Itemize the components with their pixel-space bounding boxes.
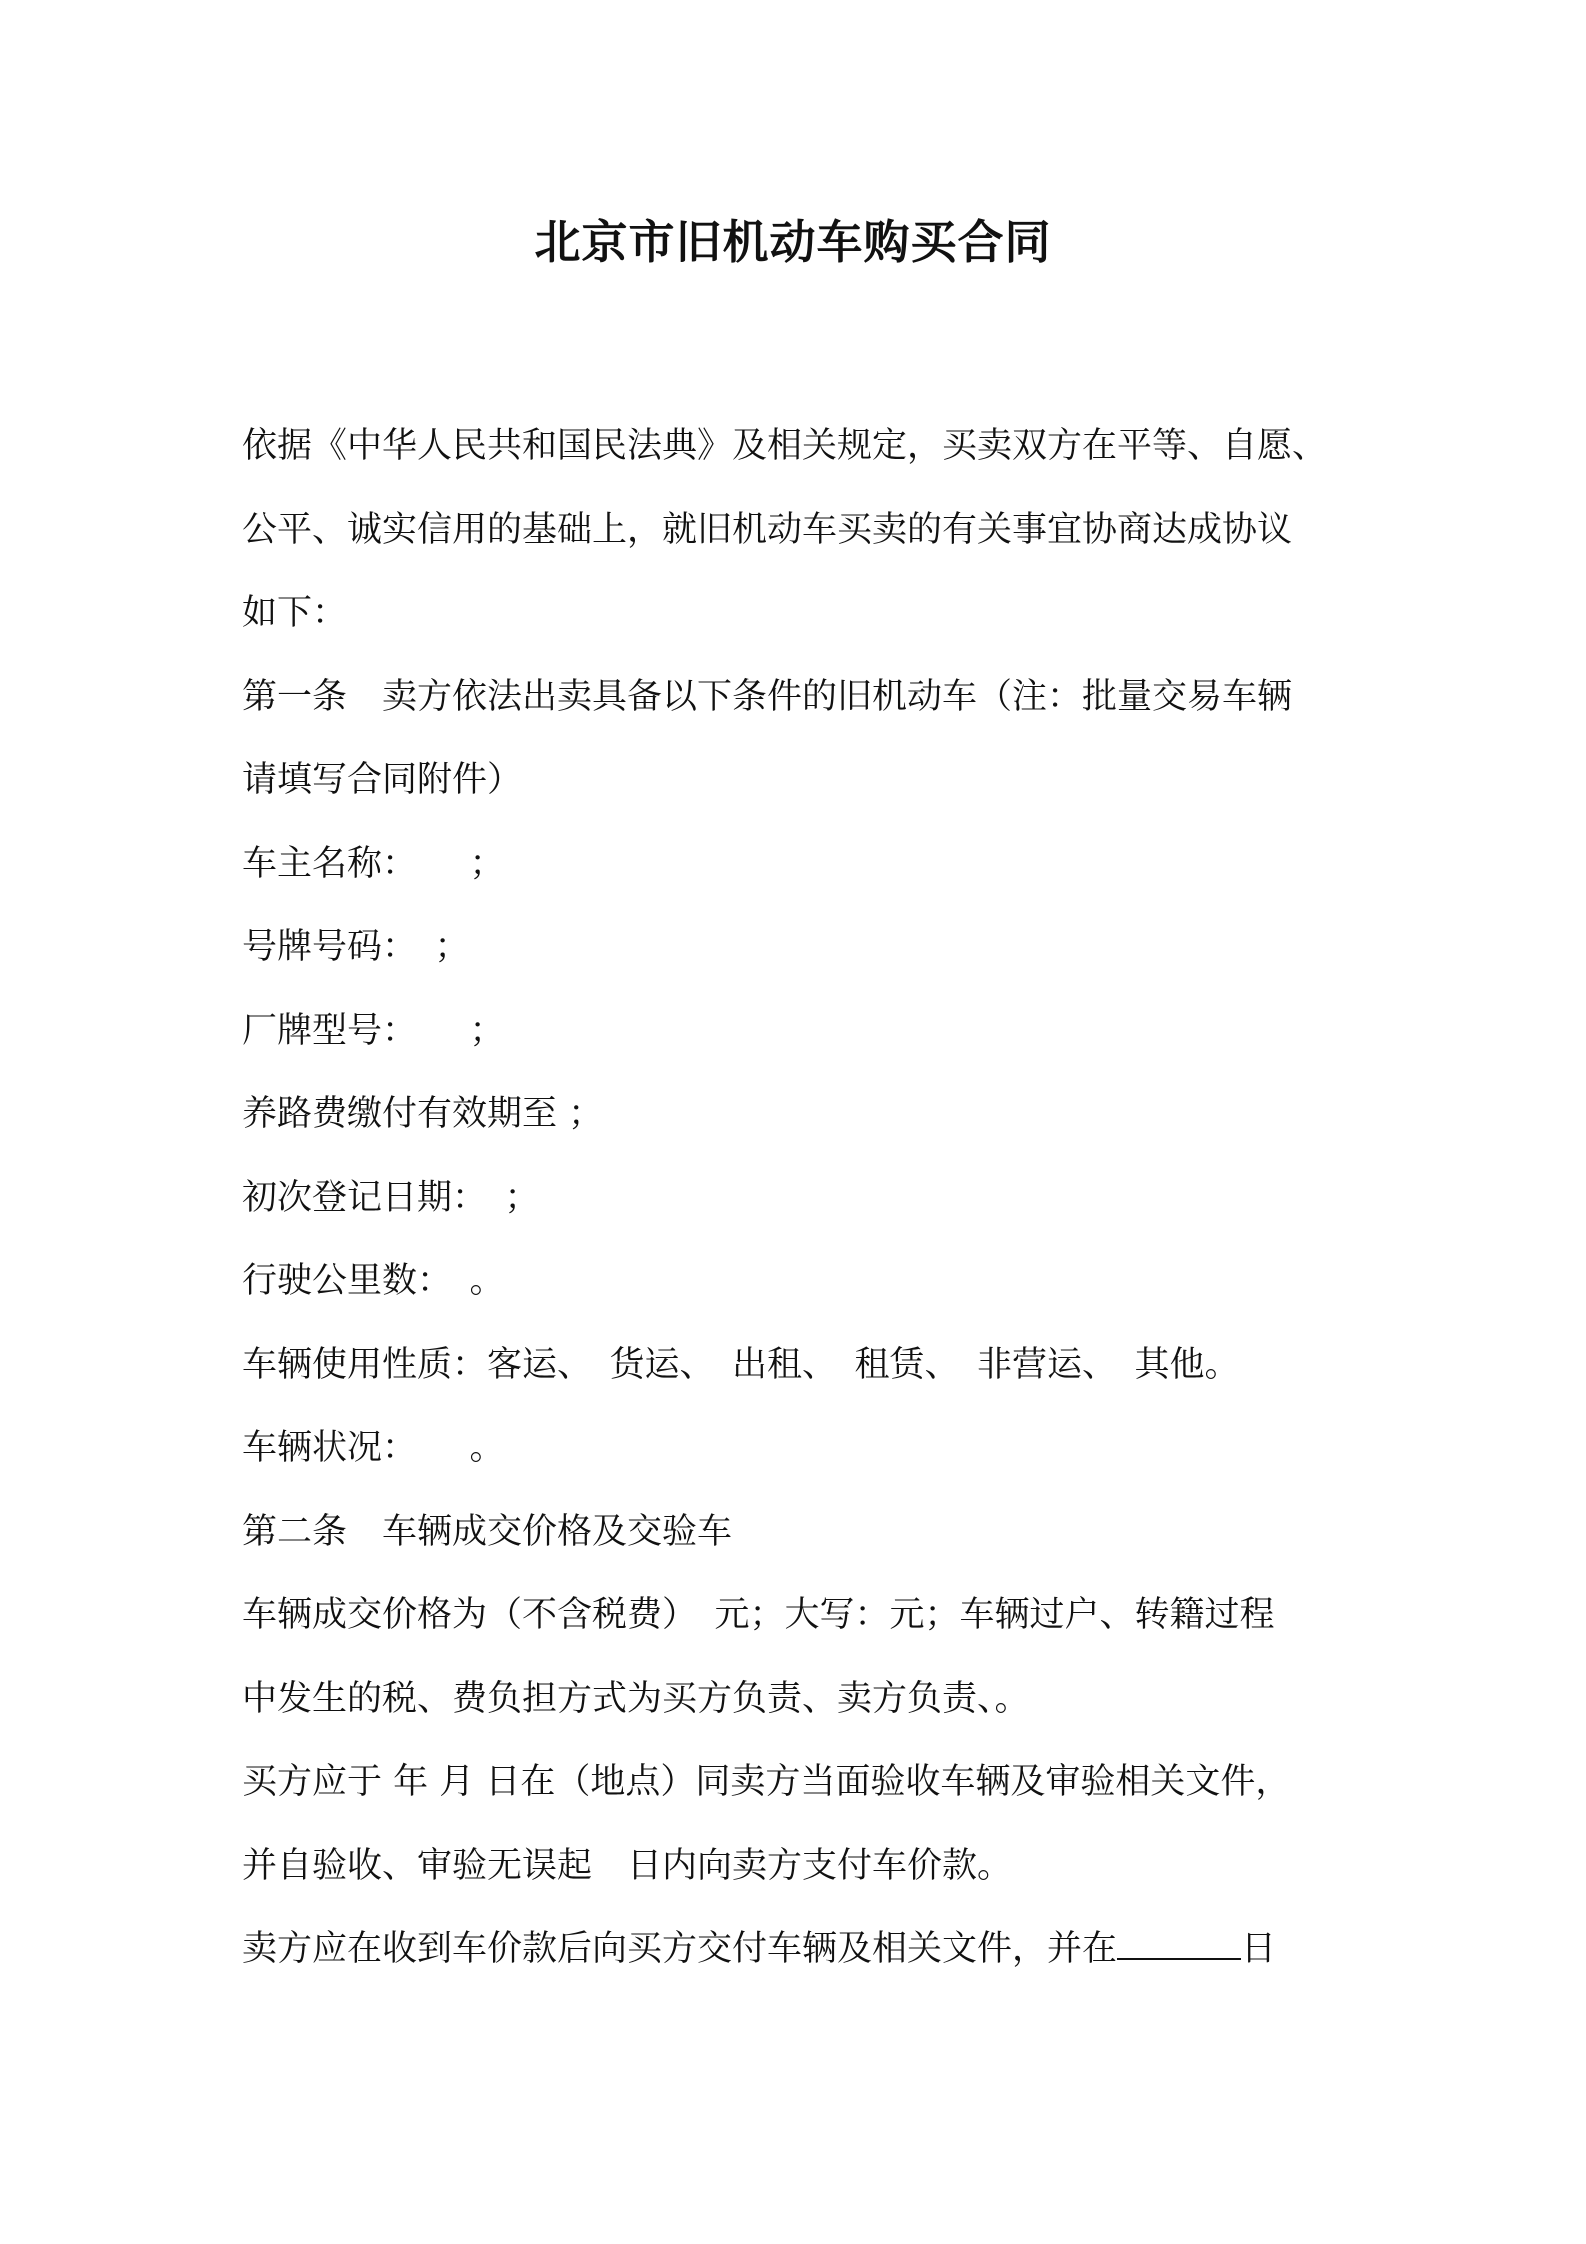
paragraph-line: 依据《中华人民共和国民法典》及相关规定，买卖双方在平等、自愿、 (242, 426, 1328, 466)
paragraph-line: 买方应于 年 月 日在（地点）同卖方当面验收车辆及审验相关文件， (242, 1762, 1291, 1802)
paragraph-line: 公平、诚实信用的基础上，就旧机动车买卖的有关事宜协商达成协议 (242, 509, 1293, 550)
paragraph-line: 如下： (242, 593, 348, 633)
paragraph-line: 中发生的税、费负担方式为买方负责、卖方负责、。 (242, 1678, 1030, 1719)
paragraph-line: 车辆成交价格为（不含税费） 元；大写：元；车辆过户、转籍过程 (242, 1595, 1275, 1635)
document-title: 北京市旧机动车购买合同 (534, 215, 1052, 269)
document-body (242, 405, 1362, 1992)
field-brand-model: 厂牌型号： ； (242, 1010, 505, 1051)
field-mileage: 行驶公里数： 。 (242, 1261, 505, 1301)
field-owner-name: 车主名称： ； (242, 843, 505, 884)
paragraph-text: 日 (1241, 1929, 1277, 1969)
article-heading: 第二条 车辆成交价格及交验车 (242, 1511, 733, 1552)
field-first-registration-date: 初次登记日期： ； (242, 1177, 540, 1218)
paragraph-line (242, 1908, 1362, 1992)
field-plate-number: 号牌号码： ； (242, 927, 470, 967)
field-road-fee-valid-until: 养路费缴付有效期至 ； (242, 1094, 604, 1134)
paragraph-line: 并自验收、审验无误起 日内向卖方支付车价款。 (242, 1845, 1013, 1886)
fill-in-blank (1117, 1918, 1241, 1960)
paragraph-line: 请填写合同附件） (242, 760, 523, 800)
field-vehicle-condition: 车辆状况： 。 (242, 1428, 505, 1468)
paragraph-text: 卖方应在收到车价款后向买方交付车辆及相关文件，并在 (242, 1929, 1118, 1969)
article-heading: 第一条 卖方依法出卖具备以下条件的旧机动车（注：批量交易车辆 (242, 676, 1293, 717)
field-vehicle-use-type: 车辆使用性质：客运、 货运、 出租、 租赁、 非营运、 其他。 (242, 1344, 1240, 1385)
